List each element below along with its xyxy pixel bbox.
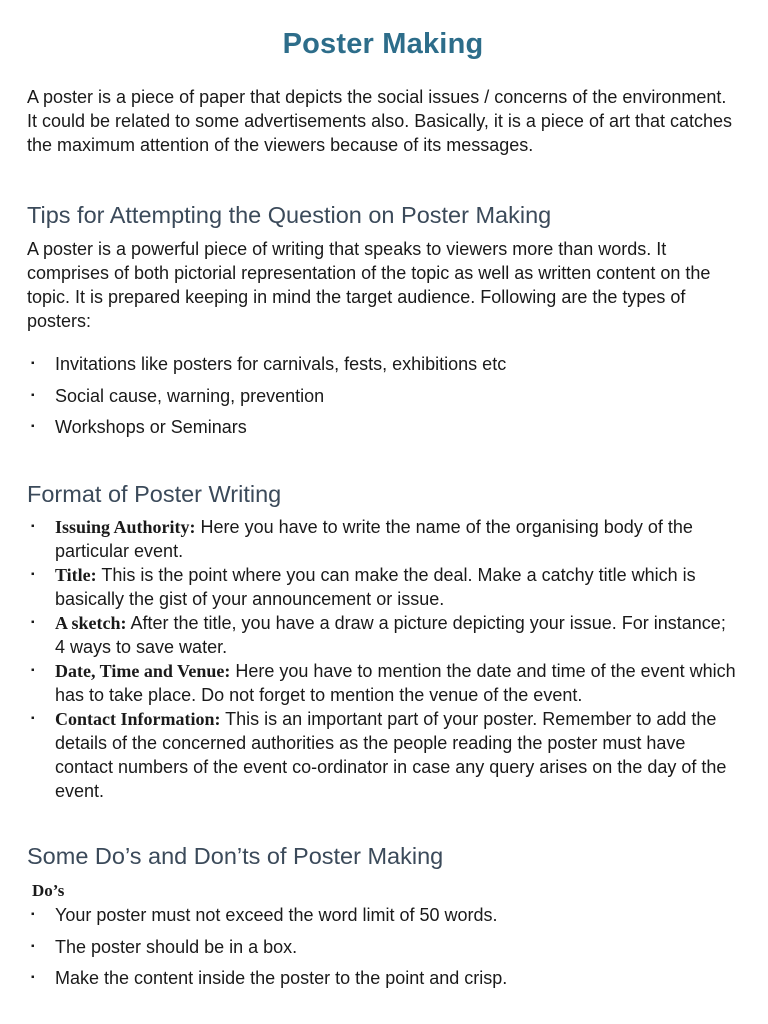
format-term: Issuing Authority:	[55, 517, 196, 537]
list-item: ▪ Invitations like posters for carnivals, fests, exhibitions etc	[31, 354, 507, 374]
bullet-icon: ▪	[31, 569, 35, 580]
list-item: ▪ Date, Time and Venue: Here you have to mention the date and time of the event which has to take place. Do not forget to mention the venue of the event.	[31, 661, 736, 705]
list-item: ▪ The poster should be in a box.	[31, 936, 298, 957]
bullet-icon: ▪	[31, 521, 35, 532]
list-item: ▪ Issuing Authority: Here you have to write the name of the organising body of the particular event.	[31, 517, 693, 561]
format-term: Title:	[55, 565, 97, 585]
bullet-icon: ▪	[31, 389, 35, 401]
bullet-icon: ▪	[31, 358, 35, 369]
format-heading: Format of Poster Writing	[27, 481, 282, 507]
bullet-icon: ▪	[31, 617, 35, 628]
tips-paragraph: A poster is a powerful piece of writing that speaks to viewers more than words. It comprises of both pictorial representation of the topic as well as written content on the topic. It is prepared keeping in mind the target audience. Following are the types of posters:	[27, 239, 711, 331]
dos-donts-heading: Some Do’s and Don’ts of Poster Making	[27, 843, 444, 869]
bullet-icon: ▪	[31, 713, 35, 724]
format-term: Contact Information:	[55, 709, 221, 729]
bullet-icon: ▪	[31, 909, 35, 920]
bullet-icon: ▪	[31, 940, 35, 952]
list-item: ▪ A sketch: After the title, you have a draw a picture depicting your issue. For instance; 4 ways to save water.	[31, 613, 726, 657]
bullet-icon: ▪	[31, 665, 35, 676]
dos-list	[27, 903, 739, 998]
format-term: Date, Time and Venue:	[55, 661, 231, 681]
bullet-icon: ▪	[31, 972, 35, 983]
tips-heading: Tips for Attempting the Question on Poster Making	[27, 202, 552, 228]
page-title: Poster Making	[282, 28, 484, 60]
list-item: ▪ Social cause, warning, prevention	[31, 385, 325, 406]
intro-paragraph: A poster is a piece of paper that depicts the social issues / concerns of the environment. It could be related to some advertisements also. Basically, it is a piece of art that catches the maximum attention of the viewers because of its messages.	[27, 87, 733, 155]
format-list	[27, 515, 739, 803]
list-item: ▪ Your poster must not exceed the word limit of 50 words.	[31, 905, 498, 925]
list-item: ▪ Make the content inside the poster to the point and crisp.	[31, 968, 508, 988]
format-term: A sketch:	[55, 613, 127, 633]
list-item: ▪ Workshops or Seminars	[31, 417, 247, 437]
bullet-icon: ▪	[31, 421, 35, 432]
list-item: ▪ Contact Information: This is an important part of your poster. Remember to add the details of the concerned authorities as the people reading the poster must have contact numbers of the event co-ordinator in case any query arises on the day of the event.	[31, 709, 727, 801]
list-item: ▪ Title: This is the point where you can make the deal. Make a catchy title which is basically the gist of your announcement or issue.	[31, 565, 696, 609]
dos-label: Do’s	[32, 881, 65, 900]
poster-types-list	[27, 352, 739, 447]
